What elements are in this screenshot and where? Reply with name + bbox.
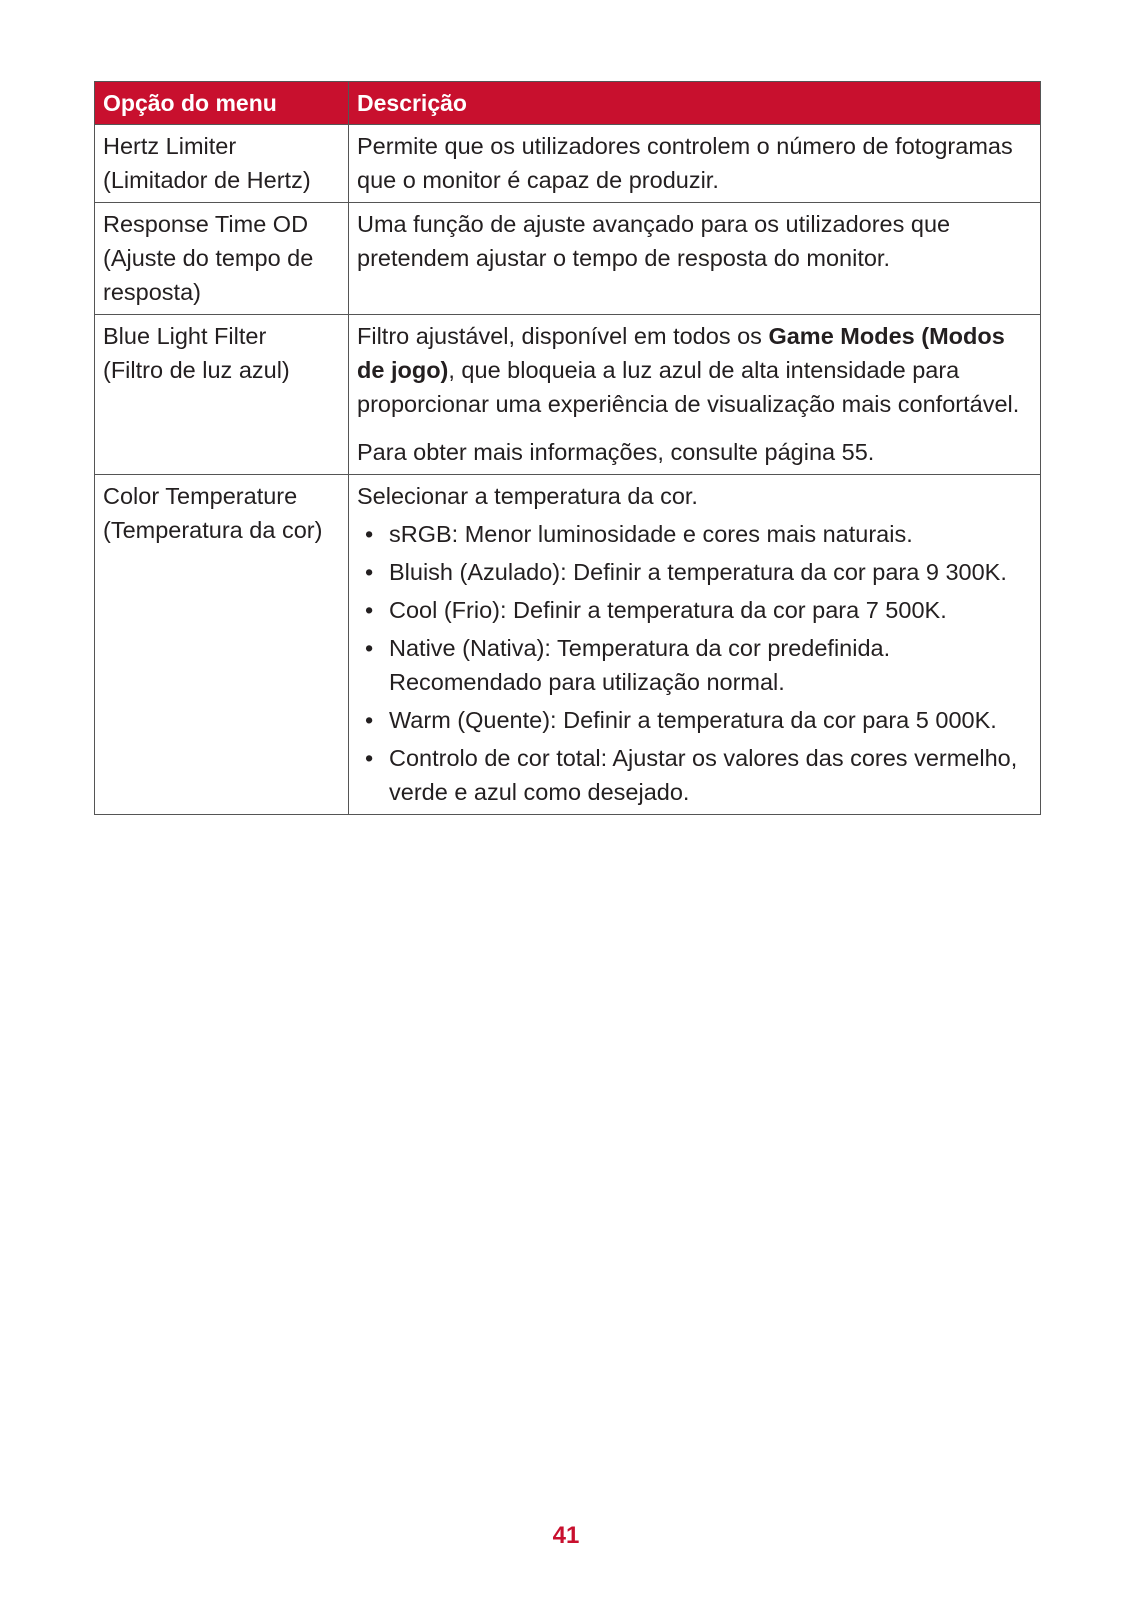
list-item — [357, 741, 1032, 809]
table-row — [95, 475, 1041, 815]
list-item — [357, 555, 1032, 589]
description-cell — [349, 203, 1041, 315]
list-item — [357, 593, 1032, 627]
description-text-part: , que bloqueia a luz azul de alta intensidade para proporcionar uma experiência de visualização mais confortável. — [357, 357, 1020, 417]
list-item-text: Cool (Frio): Definir a temperatura da cor para 7 500K. — [389, 597, 947, 623]
list-item — [357, 703, 1032, 737]
description-text-part: Filtro ajustável, disponível em todos os — [357, 323, 769, 349]
description-cell — [349, 315, 1041, 475]
option-cell — [95, 475, 349, 815]
list-item-text: Bluish (Azulado): Definir a temperatura da cor para 9 300K. — [389, 559, 1007, 585]
table-row — [95, 125, 1041, 203]
option-translation: (Temperatura da cor) — [103, 517, 323, 543]
description-text: Uma função de ajuste avançado para os utilizadores que pretendem ajustar o tempo de resposta do monitor. — [357, 211, 951, 271]
bullet-icon: • — [365, 521, 374, 547]
settings-table — [94, 81, 1041, 815]
option-name: Color Temperature — [103, 483, 298, 509]
option-translation: (Filtro de luz azul) — [103, 357, 290, 383]
list-item-text: sRGB: Menor luminosidade e cores mais naturais. — [389, 521, 913, 547]
option-name: Response Time OD — [103, 211, 309, 237]
table-row — [95, 315, 1041, 475]
description-cell — [349, 125, 1041, 203]
bullet-icon: • — [365, 745, 374, 771]
color-temperature-list — [357, 517, 1032, 809]
description-cell — [349, 475, 1041, 815]
option-cell — [95, 125, 349, 203]
bullet-icon: • — [365, 707, 374, 733]
table-header-row — [95, 82, 1041, 125]
option-name: Hertz Limiter — [103, 133, 237, 159]
table-row — [95, 203, 1041, 315]
bullet-icon: • — [365, 559, 374, 585]
option-cell — [95, 203, 349, 315]
column-header-option: Opção do menu — [95, 82, 349, 125]
description-text: Permite que os utilizadores controlem o número de fotogramas que o monitor é capaz de produzir. — [357, 133, 1013, 193]
game-modes-reference: Game Modes (Modos de jogo) — [357, 323, 1005, 383]
option-translation: (Limitador de Hertz) — [103, 167, 311, 193]
option-cell — [95, 315, 349, 475]
description-text — [357, 319, 1032, 421]
column-header-description: Descrição — [349, 82, 1041, 125]
page-reference-note: Para obter mais informações, consulte página 55. — [357, 439, 875, 465]
bullet-icon: • — [365, 635, 374, 661]
page-number: 41 — [552, 1522, 580, 1549]
description-intro: Selecionar a temperatura da cor. — [357, 483, 698, 509]
bullet-icon: • — [365, 597, 374, 623]
list-item-text: Native (Nativa): Temperatura da cor predefinida. Recomendado para utilização normal. — [389, 635, 891, 695]
list-item — [357, 517, 1032, 551]
option-name: Blue Light Filter — [103, 323, 267, 349]
list-item — [357, 631, 1032, 699]
list-item-text: Warm (Quente): Definir a temperatura da cor para 5 000K. — [389, 707, 997, 733]
option-translation: (Ajuste do tempo de resposta) — [103, 245, 314, 305]
list-item-text: Controlo de cor total: Ajustar os valores das cores vermelho, verde e azul como desejado. — [389, 745, 1018, 805]
